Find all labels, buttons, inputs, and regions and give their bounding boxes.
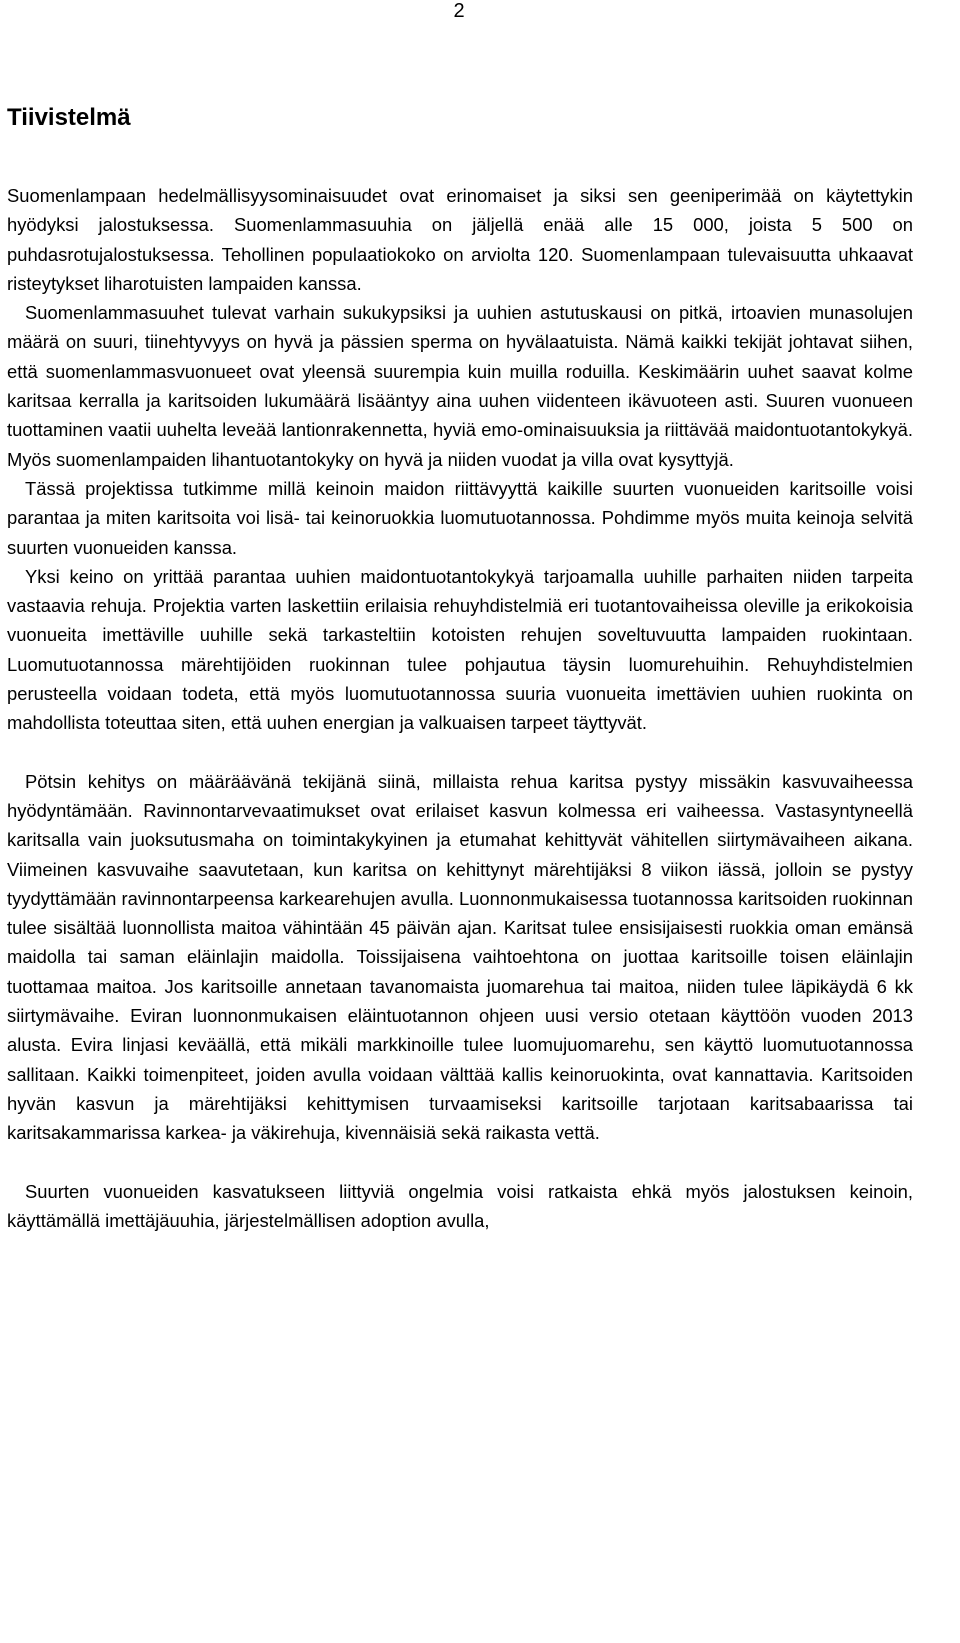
sentence: Myös suomenlampaiden lihantuotantokyky on hyvä ja niiden vuodat ja villa ovat kysyttyjä. — [7, 448, 734, 470]
sentence: Kaikki toimenpiteet, joiden avulla voidaan välttää kallis keinoruokinta, ovat kannattavia. — [79, 1063, 814, 1085]
sentence: Pohdimme myös muita keinoja selvitä suurten vuonueiden kanssa. — [7, 507, 913, 558]
sentence: Ravinnontarvevaatimukset ovat erilaiset kasvun kolmessa eri vaiheessa. — [132, 799, 765, 821]
sentence: Projektia varten laskettiin erilaisia rehuyhdistelmiä eri tuotantovaiheissa oleville ja erikokoisia vuonueita imettäville uuhille sekä tarkasteltiin kotoisten rehujen soveltuvuutta lampaiden ruokintaan. — [7, 595, 913, 646]
sentence: Jos karitsoille annetaan tavanomaista juomarehua tai maitoa, niiden tulee läpikäydä 6 kk siirtymävaihe. — [7, 975, 913, 1027]
sentence: Vastasyntyneellä karitsalla vain juoksutusmaha on toimintakykyinen ja etumahat kehittyvät vähitellen siirtymävaiheen aikana. — [7, 799, 914, 851]
sentence: Viimeinen kasvuvaihe saavutetaan, kun karitsa on kehittynyt märehtijäksi 8 viikon iässä, jolloin se pystyy tyydyttämään ravinnontarpeensa karkearehujen avulla. — [7, 858, 913, 909]
paragraph — [7, 767, 913, 1148]
page-number: 2 — [453, 0, 465, 22]
sentence: Suomenlampaan hedelmällisyysominaisuudet ovat erinomaiset ja siksi sen geeniperimää on käytettykin hyödyksi jalostuksessa. — [7, 185, 913, 236]
sentence: Suurten vuonueiden kasvatukseen liittyviä ongelmia voisi ratkaista ehkä myös jalostuksen keinoin, käyttämällä imettäjäuuhia, järjestelmällisen adoption avulla, — [7, 1180, 913, 1231]
sentence: Pötsin kehitys on määräävänä tekijänä siinä, millaista rehua karitsa pystyy missäkin kasvuvaiheessa hyödyntämään. — [7, 770, 913, 821]
sentence: Eviran luonnonmukaisen eläintuotannon ohjeen uusi versio otetaan käyttöön vuoden 2013 alusta. — [7, 1005, 913, 1056]
paragraph — [7, 1177, 913, 1236]
page-title: Tiivistelmä — [7, 104, 131, 131]
sentence: Suuren vuonueen tuottaminen vaatii uuhelta leveää lantionrakennetta, hyviä emo-ominaisuuksia ja riittävää maidontuotantokykyä. — [7, 390, 913, 441]
paragraph — [7, 181, 913, 298]
sentence: Yksi keino on yrittää parantaa uuhien maidontuotantokykyä tarjoamalla uuhille parhaiten niiden tarpeita vastaavia rehuja. — [7, 565, 913, 617]
paragraph — [7, 474, 913, 562]
sentence: Evira linjasi keväällä, että mikäli markkinoille tulee luomujuomarehu, sen käyttö luomutuotannossa sallitaan. — [7, 1034, 913, 1085]
sentence: Luomutuotannossa märehtijöiden ruokinnan tulee pohjautua täysin luomurehuihin. — [7, 653, 750, 675]
sentence: Tässä projektissa tutkimme millä keinoin maidon riittävyyttä kaikille suurten vuonueiden karitsoille voisi parantaa ja miten karitsoita voi lisä- tai keinoruokkia luomutuotannossa. — [7, 477, 913, 529]
sentence: Suomenlammasuuhia on jäljellä enää alle 15 000, joista 5 500 on puhdasrotujalostuksessa. — [7, 214, 913, 265]
sentence: Suomenlammasuuhet tulevat varhain sukukypsiksi ja uuhien astutuskausi on pitkä, irtoavien munasolujen määrä on suuri, tiinehtyvyys on hyvä ja pässien sperma on hyvälaatuista. — [7, 302, 913, 353]
paragraph — [7, 562, 913, 738]
sentence: Nämä kaikki tekijät johtavat siihen, että suomenlammasvuonueet ovat yleensä suurempia kuin muilla roduilla. — [7, 331, 913, 382]
sentence: Toissijaisena vaihtoehtona on juottaa karitsoille toisen eläinlajin tuottamaa maitoa. — [7, 946, 913, 997]
sentence: Suomenlampaan tulevaisuutta uhkaavat risteytykset liharotuisten lampaiden kanssa. — [7, 243, 913, 294]
sentence: Karitsat tulee ensisijaisesti ruokkia oman emänsä maidolla tai saman eläinlajin maidolla. — [7, 917, 913, 968]
sentence: Karitsoiden hyvän kasvun ja märehtijäksi kehittymisen turvaamiseksi karitsoille tarjotaan karitsabaarissa tai karitsakammarissa karkea- ja väkirehuja, kivennäisiä sekä raikasta vettä. — [7, 1063, 913, 1144]
sentence: Rehuyhdistelmien perusteella voidaan todeta, että myös luomutuotannossa suuria vuonueita imettävien uuhien ruokinta on mahdollista toteuttaa siten, että uuhen energian ja valkuaisen tarpeet täyttyvät. — [7, 653, 913, 734]
paragraph-gap — [7, 1148, 913, 1177]
sentence: Luonnonmukaisessa tuotannossa karitsoiden ruokinnan tulee sisältää luonnollista maitoa vähintään 45 päivän ajan. — [7, 887, 913, 939]
paragraph — [7, 298, 913, 474]
sentence: Keskimäärin uuhet saavat kolme karitsaa kerralla ja karitsoiden lukumäärä lisääntyy aina uuhen viidenteen ikävuoteen asti. — [7, 360, 913, 412]
sentence: Tehollinen populaatiokoko on arviolta 120. — [214, 243, 574, 265]
body-text — [7, 181, 913, 1235]
paragraph-gap — [7, 738, 913, 767]
